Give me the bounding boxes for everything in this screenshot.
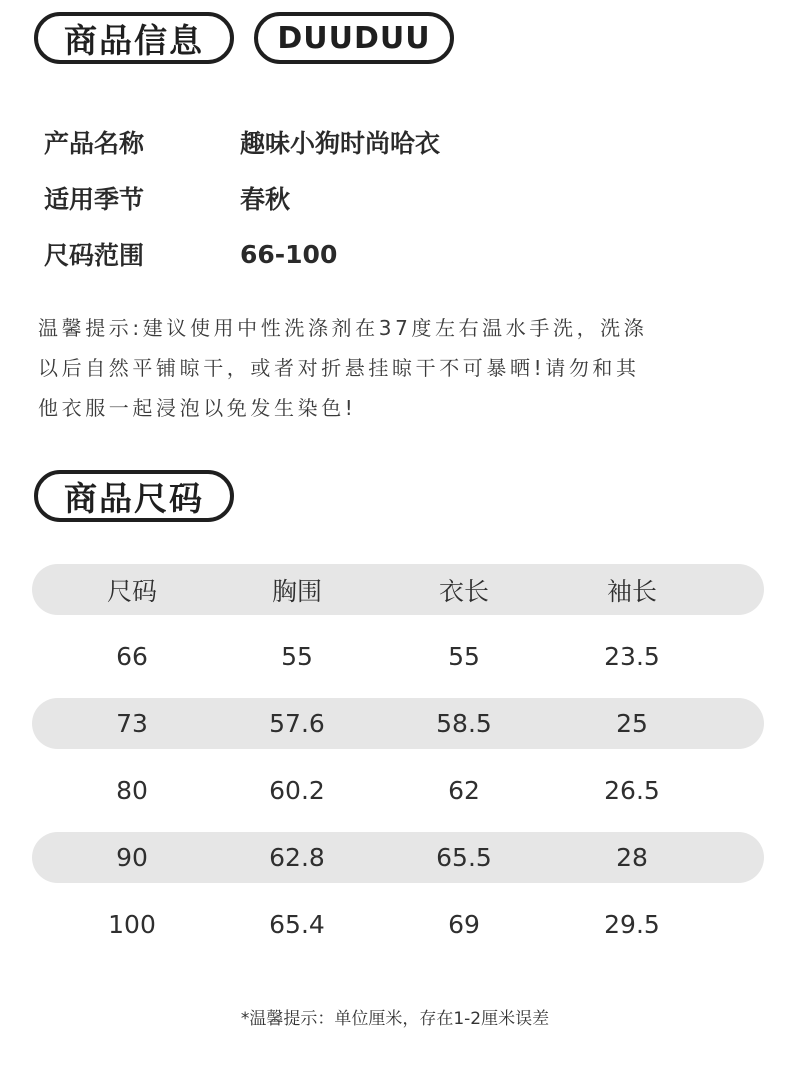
table-cell: 69 [448, 910, 480, 939]
info-row-season [44, 178, 290, 218]
table-cell: 26.5 [604, 776, 660, 805]
brand-logo-text: DUUDUU [277, 20, 431, 56]
table-cell: 90 [116, 843, 148, 872]
size-section-title: 商品尺码 [64, 478, 204, 518]
column-header: 尺码 [106, 576, 157, 606]
table-cell: 57.6 [269, 709, 325, 738]
care-tip [38, 308, 758, 428]
table-cell: 100 [108, 910, 156, 939]
size-table [32, 564, 764, 966]
table-cell: 55 [448, 642, 480, 671]
info-label: 适用季节 [44, 185, 145, 214]
info-value: 趣味小狗时尚哈衣 [240, 129, 441, 158]
table-cell: 58.5 [436, 709, 492, 738]
product-info-title: 商品信息 [64, 20, 204, 60]
info-value: 春秋 [240, 185, 291, 214]
column-header: 袖长 [606, 576, 657, 606]
column-header: 胸围 [271, 576, 322, 606]
brand-logo-pill [254, 12, 454, 64]
table-row [32, 698, 764, 749]
info-row-size-range [44, 234, 337, 274]
care-tip-line: 温馨提示:建议使用中性洗涤剂在37度左右温水手洗，洗涤 [38, 316, 648, 340]
table-cell: 60.2 [269, 776, 325, 805]
table-cell: 55 [281, 642, 313, 671]
table-row [32, 832, 764, 883]
info-label: 产品名称 [44, 129, 145, 158]
table-cell: 65.4 [269, 910, 325, 939]
table-cell: 80 [116, 776, 148, 805]
size-table-header [32, 564, 764, 615]
table-row [32, 899, 764, 950]
care-tip-line: 他衣服一起浸泡以免发生染色! [38, 396, 357, 420]
size-section-title-pill [34, 470, 234, 522]
table-cell: 29.5 [604, 910, 660, 939]
column-header: 衣长 [438, 576, 489, 606]
table-cell: 25 [616, 709, 648, 738]
table-row [32, 631, 764, 682]
table-cell: 62 [448, 776, 480, 805]
table-cell: 62.8 [269, 843, 325, 872]
table-cell: 23.5 [604, 642, 660, 671]
table-row [32, 765, 764, 816]
table-cell: 73 [116, 709, 148, 738]
table-cell: 65.5 [436, 843, 492, 872]
measurement-footnote: *温馨提示：单位厘米，存在1-2厘米误差 [240, 1009, 550, 1029]
table-cell: 66 [116, 642, 148, 671]
info-label: 尺码范围 [44, 241, 145, 270]
product-info-title-pill [34, 12, 234, 64]
info-row-product-name [44, 122, 440, 162]
table-cell: 28 [616, 843, 648, 872]
info-value: 66-100 [240, 239, 338, 269]
care-tip-line: 以后自然平铺晾干，或者对折悬挂晾干不可暴晒!请勿和其 [38, 356, 640, 380]
